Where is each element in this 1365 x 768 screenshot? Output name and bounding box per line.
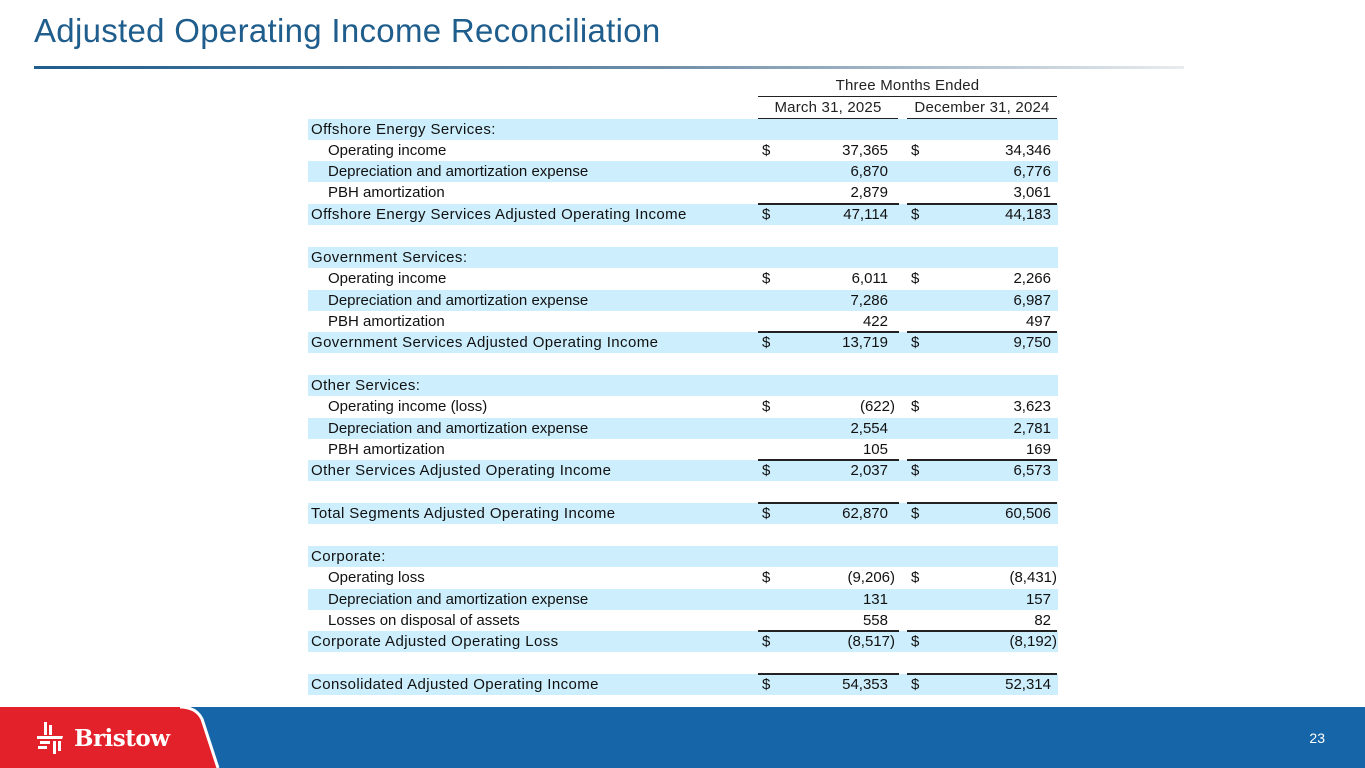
value-mar-2025: 47,114 — [843, 206, 888, 223]
currency-symbol: $ — [911, 633, 920, 650]
table-row — [308, 311, 1058, 332]
value-mar-2025: (8,517) — [847, 633, 895, 650]
value-mar-2025: 13,719 — [842, 334, 888, 351]
subtotal-rule — [907, 203, 1057, 205]
currency-symbol: $ — [762, 206, 771, 223]
table-row — [308, 439, 1058, 460]
currency-symbol: $ — [911, 206, 920, 223]
value-dec-2024: 2,781 — [1013, 420, 1051, 437]
total-row — [308, 460, 1058, 481]
value-mar-2025: 7,286 — [850, 292, 888, 309]
value-dec-2024: 34,346 — [1005, 142, 1051, 159]
row-label: Operating income — [328, 270, 447, 287]
table-row — [308, 418, 1058, 439]
value-mar-2025: 558 — [862, 612, 888, 629]
value-dec-2024: 52,314 — [1005, 676, 1051, 693]
row-label: Operating income (loss) — [328, 398, 488, 415]
row-label: Operating income — [328, 142, 447, 159]
value-mar-2025: 2,879 — [850, 184, 888, 201]
value-dec-2024: 6,987 — [1013, 292, 1051, 309]
table-row — [308, 161, 1058, 182]
value-dec-2024: 60,506 — [1005, 505, 1051, 522]
row-label: Depreciation and amortization expense — [328, 420, 589, 437]
value-dec-2024: 44,183 — [1005, 206, 1051, 223]
row-label: Depreciation and amortization expense — [328, 163, 589, 180]
total-row — [308, 204, 1058, 225]
row-label: PBH amortization — [328, 184, 445, 201]
row-label: Depreciation and amortization expense — [328, 292, 589, 309]
bristow-wordmark: Bristow — [74, 724, 170, 752]
currency-symbol: $ — [762, 334, 771, 351]
value-dec-2024: (8,192) — [1009, 633, 1057, 650]
currency-symbol: $ — [911, 505, 920, 522]
table-row — [308, 268, 1058, 289]
section-header-row — [308, 119, 1058, 140]
row-label: Operating loss — [328, 569, 425, 586]
table-row — [308, 140, 1058, 161]
value-dec-2024: 169 — [1025, 441, 1051, 458]
currency-symbol: $ — [762, 398, 771, 415]
currency-symbol: $ — [762, 462, 771, 479]
subtotal-rule — [907, 502, 1057, 504]
value-mar-2025: 105 — [862, 441, 888, 458]
row-label: Corporate: — [311, 548, 386, 565]
value-dec-2024: 497 — [1025, 313, 1051, 330]
currency-symbol: $ — [762, 569, 771, 586]
value-dec-2024: 2,266 — [1013, 270, 1051, 287]
value-mar-2025: (9,206) — [847, 569, 895, 586]
subtotal-rule — [907, 630, 1057, 632]
subtotal-rule — [758, 203, 899, 205]
table-row — [308, 182, 1058, 203]
currency-symbol: $ — [911, 676, 920, 693]
currency-symbol: $ — [762, 505, 771, 522]
total-row — [308, 631, 1058, 652]
subtotal-rule — [907, 331, 1057, 333]
table-row — [308, 290, 1058, 311]
row-label: Other Services: — [311, 377, 421, 394]
currency-symbol: $ — [762, 270, 771, 287]
table-row — [308, 567, 1058, 588]
row-label: Total Segments Adjusted Operating Income — [311, 505, 616, 522]
row-label: Other Services Adjusted Operating Income — [311, 462, 612, 479]
title-divider — [34, 66, 1184, 69]
value-dec-2024: 157 — [1025, 591, 1051, 608]
currency-symbol: $ — [911, 398, 920, 415]
subtotal-rule — [907, 459, 1057, 461]
bristow-logo — [36, 718, 170, 758]
row-label: PBH amortization — [328, 441, 445, 458]
row-label: Offshore Energy Services: — [311, 121, 496, 138]
subtotal-rule — [758, 502, 899, 504]
bristow-logo-icon — [36, 721, 68, 755]
section-header-row — [308, 546, 1058, 567]
currency-symbol: $ — [762, 142, 771, 159]
subtotal-rule — [758, 331, 899, 333]
value-dec-2024: 6,776 — [1013, 163, 1051, 180]
slide-title: Adjusted Operating Income Reconciliation — [34, 12, 661, 49]
subtotal-rule — [758, 459, 899, 461]
value-dec-2024: (8,431) — [1009, 569, 1057, 586]
row-label: Consolidated Adjusted Operating Income — [311, 676, 599, 693]
currency-symbol: $ — [911, 462, 920, 479]
row-label: Government Services: — [311, 249, 468, 266]
subtotal-rule — [907, 673, 1057, 675]
value-mar-2025: 62,870 — [842, 505, 888, 522]
period-header: Three Months Ended — [758, 75, 1057, 97]
value-mar-2025: 6,011 — [851, 270, 888, 287]
total-row — [308, 332, 1058, 353]
value-mar-2025: (622) — [859, 398, 895, 415]
currency-symbol: $ — [911, 142, 920, 159]
row-label: Depreciation and amortization expense — [328, 591, 589, 608]
value-mar-2025: 131 — [862, 591, 888, 608]
table-row — [308, 610, 1058, 631]
section-header-row — [308, 247, 1058, 268]
currency-symbol: $ — [911, 270, 920, 287]
value-mar-2025: 37,365 — [842, 142, 888, 159]
subtotal-rule — [758, 630, 899, 632]
value-mar-2025: 6,870 — [850, 163, 888, 180]
row-label: Government Services Adjusted Operating Income — [311, 334, 659, 351]
value-dec-2024: 82 — [1034, 612, 1051, 629]
value-mar-2025: 2,037 — [850, 462, 888, 479]
currency-symbol: $ — [762, 676, 771, 693]
subtotal-rule — [758, 673, 899, 675]
value-dec-2024: 9,750 — [1013, 334, 1051, 351]
value-mar-2025: 54,353 — [842, 676, 888, 693]
value-dec-2024: 3,623 — [1013, 398, 1051, 415]
total-row — [308, 674, 1058, 695]
value-dec-2024: 6,573 — [1013, 462, 1051, 479]
currency-symbol: $ — [762, 633, 771, 650]
row-label: Losses on disposal of assets — [328, 612, 520, 629]
section-header-row — [308, 375, 1058, 396]
currency-symbol: $ — [911, 334, 920, 351]
value-mar-2025: 2,554 — [850, 420, 888, 437]
row-label: Offshore Energy Services Adjusted Operating Income — [311, 206, 687, 223]
table-row — [308, 396, 1058, 417]
value-mar-2025: 422 — [862, 313, 888, 330]
page-number: 23 — [1309, 730, 1325, 746]
row-label: Corporate Adjusted Operating Loss — [311, 633, 559, 650]
column-header-mar-2025: March 31, 2025 — [758, 97, 898, 119]
total-row — [308, 503, 1058, 524]
column-header-dec-2024: December 31, 2024 — [907, 97, 1057, 119]
value-dec-2024: 3,061 — [1013, 184, 1051, 201]
row-label: PBH amortization — [328, 313, 445, 330]
table-row — [308, 589, 1058, 610]
currency-symbol: $ — [911, 569, 920, 586]
